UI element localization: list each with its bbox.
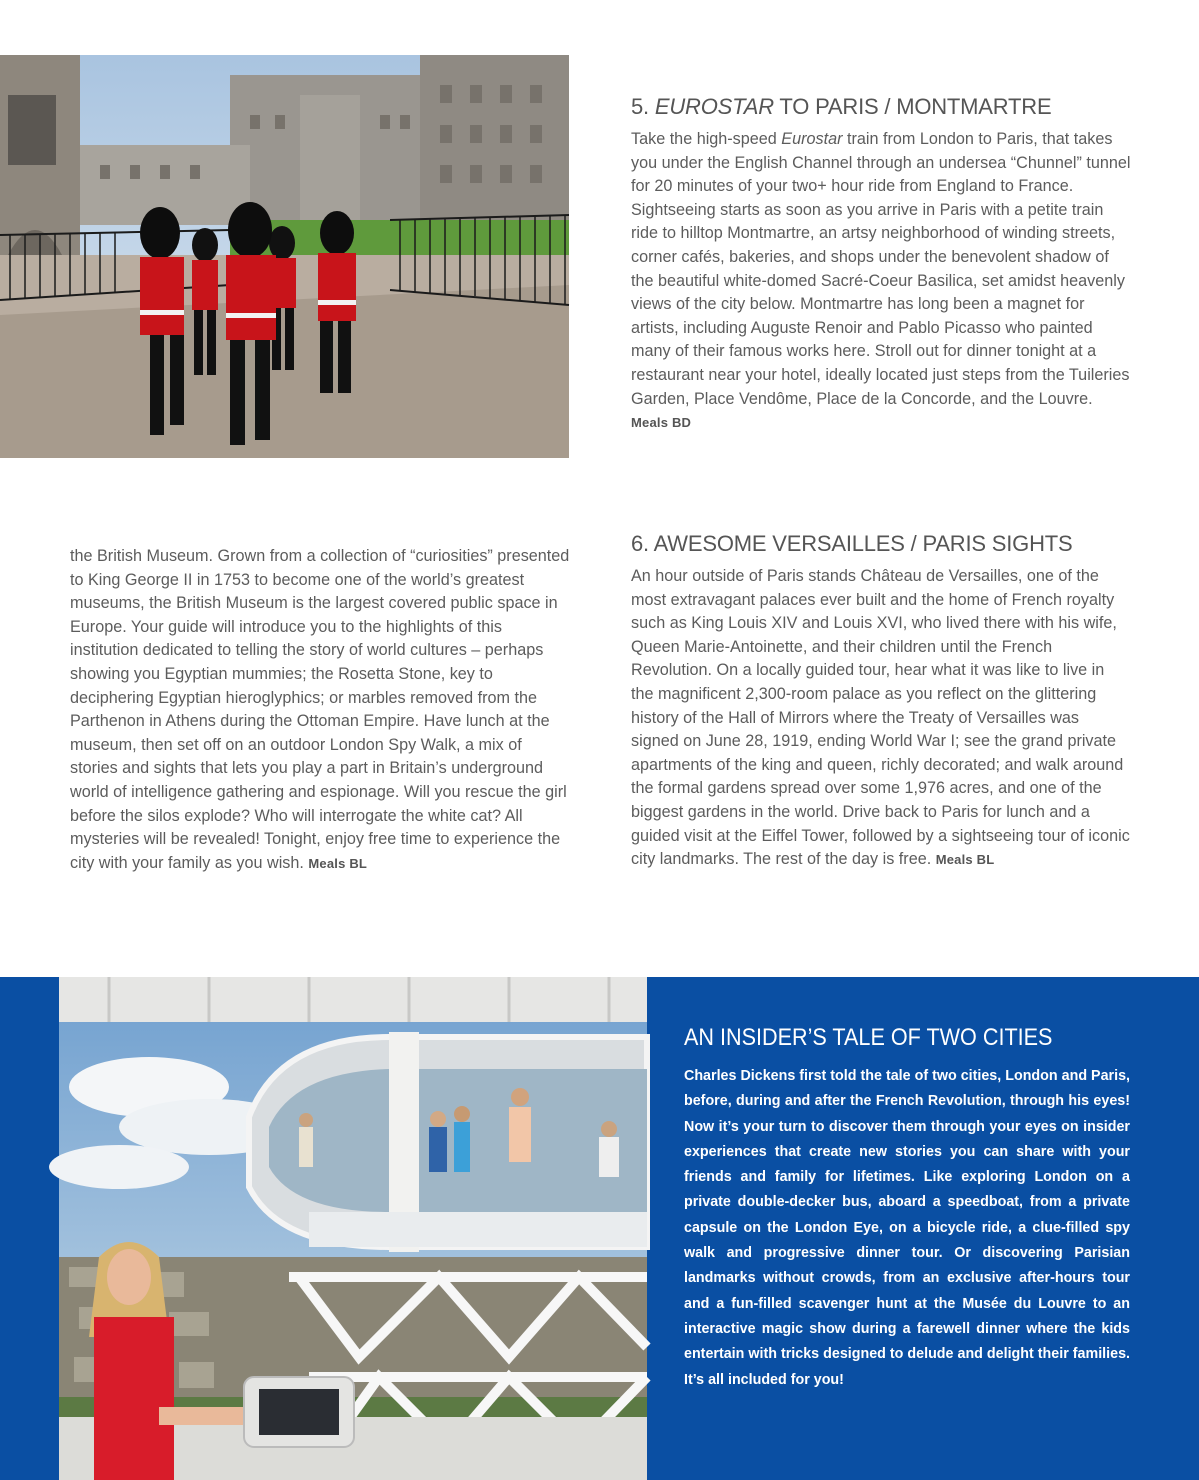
day-5-body bbox=[631, 128, 1131, 435]
day-4-continued-body bbox=[70, 545, 570, 875]
windsor-guards-illustration bbox=[0, 55, 569, 458]
day-6-section bbox=[631, 531, 1131, 872]
windsor-castle-photo bbox=[0, 55, 569, 494]
insider-text: Charles Dickens first told the tale of two cities, London and Paris, before, during and after the French Revolution, through his eyes! Now it’s your turn to discover them through your eyes on insider experiences that create new stories you can share with your friends and family for lifetimes. Like exploring London on a private double-decker bus, aboard a speedboat, from a private capsule on the London Eye, on a bicycle ride, a clue-filled spy walk and progressive dinner tour. Or discovering Parisian landmarks without crowds, from an exclusive after-hours tour and a fun-filled scavenger hunt at the Musée du Louvre to an interactive magic show during a farewell dinner where the kids entertain with tricks designed to delude and delight their families. It’s all included for you! bbox=[684, 1068, 1130, 1388]
day-5-text-before: Take the high-speed bbox=[631, 130, 782, 148]
day-4-meals: Meals BL bbox=[308, 855, 368, 871]
day-5-heading bbox=[631, 94, 1131, 120]
day-6-text: An hour outside of Paris stands Château de Versailles, one of the most extravagant palaces ever built and the home of French royalty such as King Louis XIV and Louis XVI, who lived there with his wife, Queen Marie-Antoinette, and their children until the French Revolution. On a locally guided tour, hear what it was like to live in the magnificent 2,300-room palace as you reflect on the glittering history of the Hall of Mirrors where the Treaty of Versailles was signed on June 28, 1919, ending World War I; see the grand private apartments of the king and queen, richly decorated; and walk around the formal gardens spread over some 1,976 acres, and one of the biggest gardens in the world. Drive back to Paris for lunch and a guided visit at the Eiffel Tower, followed by a sightseeing tour of iconic city landmarks. The rest of the day is free. bbox=[631, 567, 1130, 869]
day-4-continued-section bbox=[70, 545, 570, 875]
day-6-heading: 6. AWESOME VERSAILLES / PARIS SIGHTS bbox=[631, 531, 1073, 556]
day-5-section bbox=[631, 94, 1131, 435]
day-5-number: 5. bbox=[631, 94, 649, 119]
london-eye-photo bbox=[59, 977, 647, 1480]
day-6-body bbox=[631, 565, 1131, 872]
insider-title: AN INSIDER’S TALE OF TWO CITIES bbox=[684, 1024, 1053, 1051]
day-5-meals: Meals BD bbox=[631, 415, 692, 431]
photo-caption: Windsor Castle bbox=[70, 477, 172, 494]
insider-box bbox=[684, 1024, 1130, 1393]
day-5-text-after: train from London to Paris, that takes you under the English Channel through an undersea “Chunnel” tunnel for 20 minutes of your two+ hour ride from England to France. Sightseeing starts as soon as you arrive in Paris with a petite train ride to hilltop Montmartre, an artsy neighborhood of winding streets, corner cafés, bakeries, and shops under the benevolent shadow of the beautiful white-domed Sacré-Coeur Basilica, set amidst heavenly views of the city below. Montmartre has long been a magnet for artists, including Auguste Renoir and Pablo Picasso who painted many of their famous works here. Stroll out for dinner tonight at a restaurant near your hotel, ideally located just steps from the Tuileries Garden, Place Vendôme, Place de la Concorde, and the Louvre. bbox=[631, 130, 1131, 408]
day-5-text-italic: Eurostar bbox=[781, 130, 843, 148]
day-6-meals: Meals BL bbox=[935, 852, 995, 868]
day-4-continued-text: the British Museum. Grown from a collection of “curiosities” presented to King George II in 1753 to become one of the world’s greatest museums, the British Museum is the largest covered public space in Europe. Your guide will introduce you to the highlights of this institution dedicated to telling the story of world cultures – perhaps showing you Egyptian mummies; the Rosetta Stone, key to deciphering Egyptian hieroglyphics; or marbles removed from the Parthenon in Athens during the Ottoman Empire. Have lunch at the museum, then set off on an outdoor London Spy Walk, a mix of stories and sights that lets you play a part in Britain’s underground world of intelligence gathering and espionage. Will you rescue the girl before the silos explode? Who will interrogate the white cat? All mysteries will be revealed! Tonight, enjoy free time to experience the city with your family as you wish. bbox=[70, 547, 570, 872]
london-eye-illustration bbox=[59, 977, 647, 1480]
day-5-title-rest: TO PARIS / MONTMARTRE bbox=[779, 94, 1052, 119]
day-5-title-italic: EUROSTAR bbox=[654, 94, 774, 119]
